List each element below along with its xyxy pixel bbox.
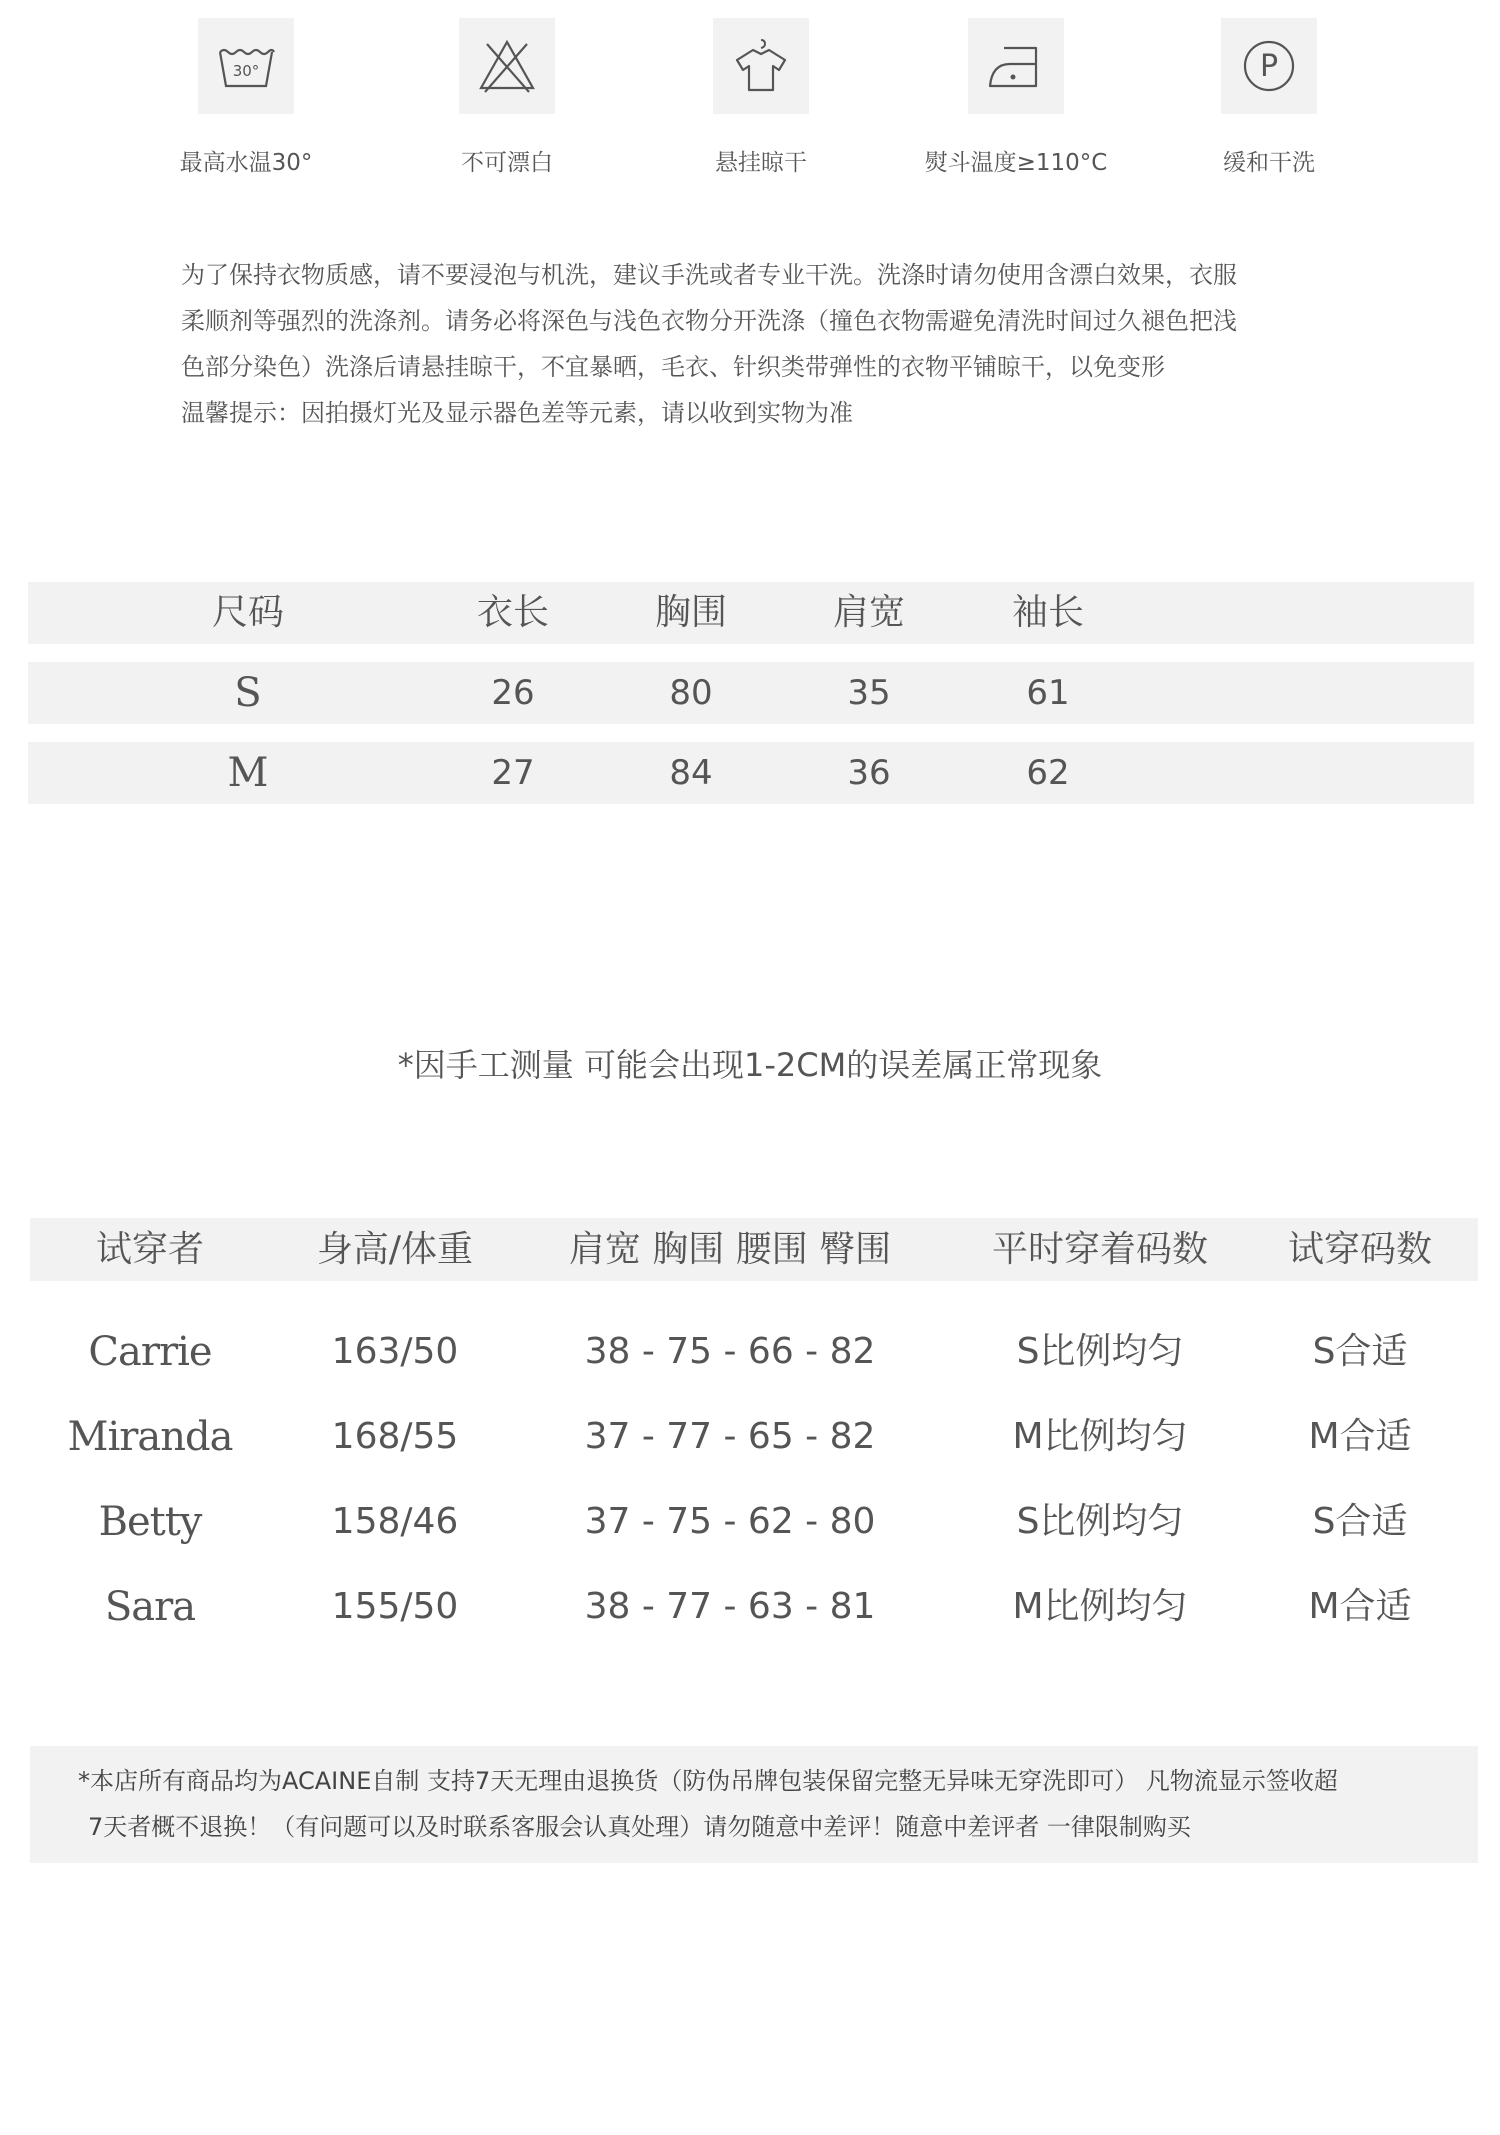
fit-header-cell: 试穿码数 [1287, 1229, 1432, 1270]
fit-table-header [30, 1218, 1478, 1281]
fit-cell: 158/46 [331, 1501, 459, 1542]
table-row [28, 742, 1474, 804]
table-row [30, 1480, 1478, 1564]
table-row [30, 1310, 1478, 1394]
size-cell: 27 [491, 753, 535, 793]
fit-cell: 168/55 [331, 1416, 459, 1457]
fit-cell: S合适 [1312, 1501, 1408, 1542]
size-header-cell: 袖长 [1011, 592, 1084, 633]
size-header-cell: 胸围 [654, 592, 727, 633]
care-item-wash [126, 18, 366, 177]
care-text-line: 柔顺剂等强烈的洗涤剂。请务必将深色与浅色衣物分开洗涤（撞色衣物需避免清洗时间过久褪色把浅 [181, 307, 1237, 335]
fit-cell: 37 - 75 - 62 - 80 [584, 1501, 876, 1542]
iron-icon [968, 18, 1064, 114]
fit-cell-name: Betty [98, 1499, 202, 1545]
fit-header-cell: 平时穿着码数 [991, 1229, 1208, 1270]
fit-cell: M比例均匀 [1012, 1416, 1188, 1457]
policy-line: 7天者概不退换！（有问题可以及时联系客服会认真处理）请勿随意中差评！随意中差评者 一律限制购买 [88, 1813, 1191, 1841]
wash-temp-text: 30° [232, 62, 260, 80]
fit-cell: M比例均匀 [1012, 1586, 1188, 1627]
care-label-dry-clean: 缓和干洗 [1223, 150, 1315, 176]
fit-cell: S比例均匀 [1016, 1501, 1184, 1542]
care-item-dry-clean [1149, 18, 1389, 177]
wash-30-icon [198, 18, 294, 114]
care-item-hang-dry [641, 18, 881, 177]
care-label-hang-dry: 悬挂晾干 [715, 150, 807, 176]
care-text-line: 温馨提示：因拍摄灯光及显示器色差等元素，请以收到实物为准 [181, 399, 853, 427]
size-cell: 62 [1026, 753, 1070, 793]
fit-header-cell: 肩宽 胸围 腰围 臀围 [568, 1229, 892, 1270]
size-header-cell: 肩宽 [832, 592, 905, 633]
fit-cell-name: Miranda [67, 1414, 233, 1460]
fit-cell: 38 - 75 - 66 - 82 [584, 1331, 876, 1372]
size-cell: 36 [847, 753, 891, 793]
table-row [28, 662, 1474, 724]
care-label-wash: 最高水温30° [179, 150, 313, 176]
fit-cell: M合适 [1308, 1416, 1412, 1457]
size-header-cell: 尺码 [211, 592, 284, 633]
care-label-iron: 熨斗温度≥110°C [924, 150, 1108, 176]
care-instructions [181, 252, 1341, 436]
no-bleach-icon [459, 18, 555, 114]
fit-cell-name: Carrie [88, 1329, 212, 1375]
dry-clean-p-icon [1221, 18, 1317, 114]
care-label-no-bleach: 不可漂白 [461, 150, 553, 176]
fit-cell: 38 - 77 - 63 - 81 [584, 1586, 876, 1627]
fit-cell: 163/50 [331, 1331, 459, 1372]
size-header-cell: 衣长 [476, 592, 549, 633]
care-item-no-bleach [387, 18, 627, 177]
fit-header-cell: 试穿者 [95, 1229, 204, 1270]
fit-cell: S比例均匀 [1016, 1331, 1184, 1372]
fit-cell-name: Sara [104, 1584, 196, 1630]
fit-cell: M合适 [1308, 1586, 1412, 1627]
size-cell: S [234, 670, 262, 716]
size-table [28, 582, 1474, 822]
care-text-line: 色部分染色）洗涤后请悬挂晾干，不宜暴晒，毛衣、针织类带弹性的衣物平铺晾干，以免变形 [181, 353, 1165, 381]
policy-line: *本店所有商品均为ACAINE自制 支持7天无理由退换货（防伪吊牌包装保留完整无异味无穿洗即可） 凡物流显示签收超 [78, 1767, 1338, 1795]
fit-header-cell: 身高/体重 [316, 1229, 474, 1270]
size-cell: 84 [669, 753, 713, 793]
size-cell: 35 [847, 673, 891, 713]
dry-clean-letter: P [1259, 49, 1279, 84]
store-policy-notice [30, 1746, 1478, 1863]
care-item-iron [896, 18, 1136, 177]
care-icons-row [0, 18, 1500, 188]
fit-cell: S合适 [1312, 1331, 1408, 1372]
fit-cell: 37 - 77 - 65 - 82 [584, 1416, 876, 1457]
hang-dry-icon [713, 18, 809, 114]
table-row [30, 1565, 1478, 1649]
size-table-header [28, 582, 1474, 644]
measurement-note: *因手工测量 可能会出现1-2CM的误差属正常现象 [397, 1046, 1103, 1084]
care-text-line: 为了保持衣物质感，请不要浸泡与机洗，建议手洗或者专业干洗。洗涤时请勿使用含漂白效果，衣服 [181, 261, 1237, 289]
size-cell: 80 [669, 673, 713, 713]
table-row [30, 1395, 1478, 1479]
size-cell: 61 [1026, 673, 1070, 713]
fit-cell: 155/50 [331, 1586, 459, 1627]
size-cell: M [227, 750, 269, 796]
size-cell: 26 [491, 673, 535, 713]
